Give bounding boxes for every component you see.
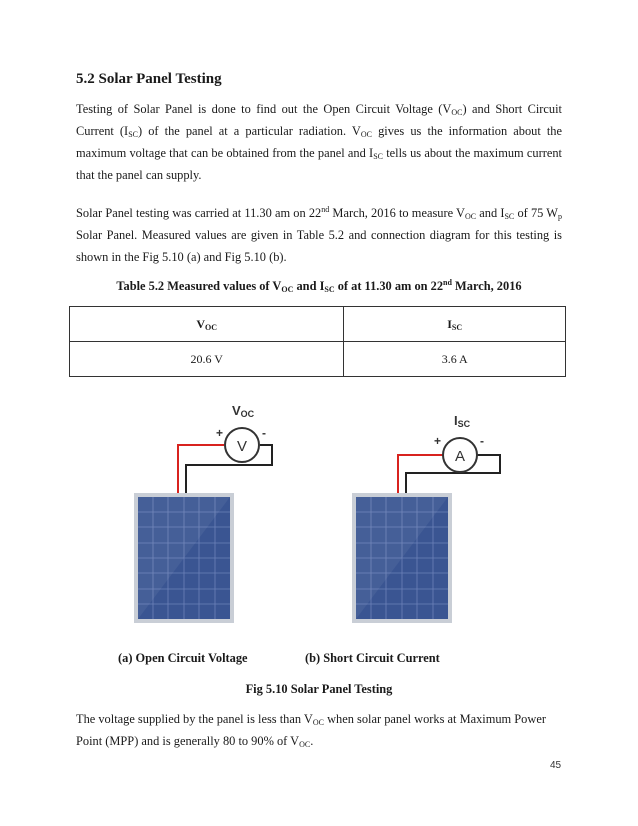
plus-sign: + — [216, 426, 224, 440]
table-header-row — [70, 307, 566, 342]
paragraph-intro: Testing of Solar Panel is done to find out the Open Circuit Voltage $(V_{OC})$ and Short Circuit Current $(I_{SC})$ of the panel at a particular radiation. $V_{OC}$ gives us the information about the maximum voltage that can be obtained from the panel and $I_{SC}$ tells us about the maximum current that the panel can supply. — [76, 102, 563, 182]
table-row — [70, 342, 566, 377]
figure-a-caption: (a) Open Circuit Voltage — [118, 651, 248, 665]
voltmeter-label: VOC — [232, 403, 255, 419]
page-number: 45 — [550, 760, 562, 771]
paragraph-testing: Solar Panel testing was carried at 11.30 am on 22nd March, 2016 to measure $V_{OC}$ and $I_{SC}$ of 75 $W_p$ Solar Panel. Measured values are given in Table 5.2 and connection diagram for this testing is shown in the Fig 5.10 (a) and Fig 5.10 (b). — [76, 205, 562, 264]
ammeter-symbol: A — [454, 448, 466, 465]
paragraph-mpp: The voltage supplied by the panel is less than $V_{OC}$ when solar panel works at Maximum Power Point (MPP) and is generally 80 to 90% of $V_{OC}$. — [76, 712, 546, 749]
figure-open-circuit — [120, 395, 300, 630]
header-voc: $V_{OC}$ — [70, 307, 344, 342]
voltmeter-symbol: V — [236, 438, 248, 455]
minus-sign: - — [262, 426, 266, 440]
figure-title: Fig 5.10 Solar Panel Testing — [245, 682, 393, 696]
minus-sign: - — [480, 434, 484, 448]
cell-voc-value: 20.6 V — [70, 342, 344, 377]
section-heading: 5.2 Solar Panel Testing — [76, 71, 222, 87]
figure-b-caption: (b) Short Circuit Current — [305, 651, 440, 665]
figure-short-circuit — [340, 395, 520, 630]
header-isc: $I_{SC}$ — [344, 307, 566, 342]
red-wire — [178, 445, 224, 493]
cell-isc-value: 3.6 A — [344, 342, 566, 377]
ammeter-label: ISC — [454, 413, 471, 429]
table-caption: Table 5.2 Measured values of $V_{OC}$ and $I_{SC}$ of at 11.30 am on 22nd March, 2016 — [116, 278, 522, 294]
measurement-table — [69, 306, 566, 377]
plus-sign: + — [434, 434, 442, 448]
